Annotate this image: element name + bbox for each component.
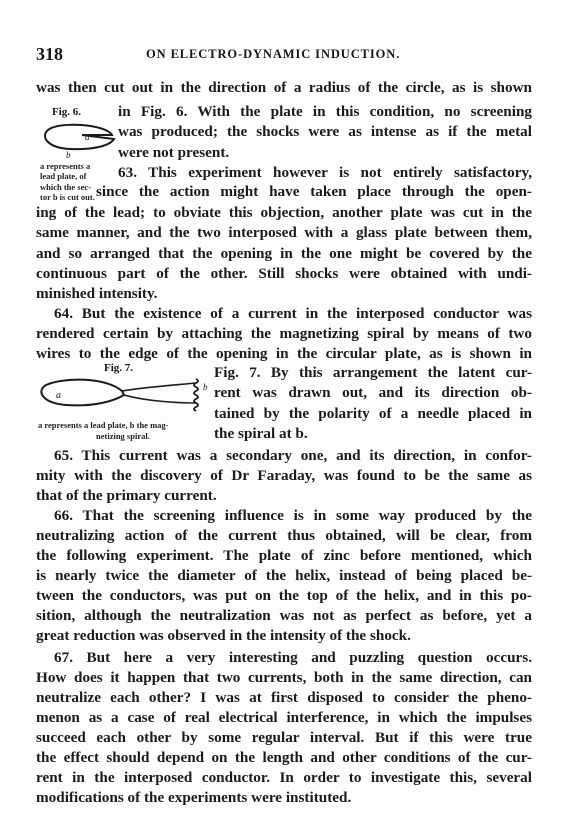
text-line: since the action might have taken place through the open-	[96, 183, 532, 200]
fig7-diagram	[36, 373, 212, 413]
fig6-note-line: tor b is cut out.	[40, 192, 95, 202]
text-line: was then cut out in the direction of a radius of the circle, as is shown	[36, 79, 532, 96]
text-line: 66. That the screening influence is in some way produced by the	[54, 507, 532, 524]
fig6-label-a: a	[85, 132, 90, 142]
text-line: neutralize each other? I was at first disposed to consider the pheno-	[36, 689, 532, 706]
fig6-note-line: which the sec-	[40, 182, 91, 192]
text-line: were not present.	[118, 144, 230, 161]
text-line: modifications of the experiments were instituted.	[36, 789, 352, 806]
fig7-spiral	[194, 379, 198, 411]
text-line: ing of the lead; to obviate this objection, another plate was cut in the	[36, 204, 532, 221]
text-line: and so arranged that the opening in the one might be covered by the	[36, 245, 532, 262]
text-line: neutralizing action of the current thus obtained, will be clear, from	[36, 527, 532, 544]
fig7-note-line: a represents a lead plate, b the mag-	[38, 420, 169, 430]
page-number: 318	[36, 44, 63, 64]
text-line: How does it happen that two currents, both in the same direction, can	[36, 669, 532, 686]
text-line: the effect should depend on the length and other conditions of the cur-	[36, 749, 532, 766]
fig6-note-line: a represents a	[40, 161, 91, 171]
text-line: 63. This experiment however is not entirely satisfactory,	[118, 164, 532, 181]
text-line: was produced; the shocks were as intense as if the metal	[118, 123, 532, 140]
text-line: in Fig. 6. With the plate in this condition, no screening	[118, 103, 532, 120]
text-line: the following experiment. The plate of zinc before mentioned, which	[36, 547, 532, 564]
text-line: mity with the discovery of Dr Faraday, was found to be the same as	[36, 467, 532, 484]
text-line: wires to the edge of the opening in the circular plate, as is shown in	[36, 345, 532, 362]
text-line: 64. But the existence of a current in the interposed conductor was	[54, 305, 532, 322]
fig7-wires	[122, 383, 196, 403]
text-line: same manner, and the two interposed with a glass plate between them,	[36, 224, 532, 241]
text-line: 67. But here a very interesting and puzzling question occurs.	[54, 649, 532, 666]
fig7-label-b: b	[203, 382, 208, 392]
text-line: that of the primary current.	[36, 487, 217, 504]
fig7-caption: Fig. 7.	[104, 362, 134, 374]
fig6-label-b: b	[66, 150, 71, 160]
text-line: continuous part of the other. Still shocks were obtained with undi-	[36, 265, 532, 282]
text-line: tained by the polarity of a needle placed in	[214, 405, 532, 422]
text-line: tween the conductors, was put on the top of the helix, and in this po-	[36, 587, 532, 604]
text-line: sition, although the neutralization was not as perfect as before, yet a	[36, 607, 532, 624]
fig6-plate-outline	[45, 125, 114, 149]
text-line: 65. This current was a secondary one, and its direction, in confor-	[54, 447, 532, 464]
text-line: rent in the interposed conductor. In order to investigate this, several	[36, 769, 532, 786]
fig6-caption: Fig. 6.	[52, 106, 82, 118]
fig6-diagram	[40, 122, 120, 158]
text-line: great reduction was observed in the intensity of the shock.	[36, 627, 411, 644]
text-line: is nearly twice the diameter of the helix, instead of being placed be-	[36, 567, 532, 584]
fig7-label-a: a	[56, 390, 61, 401]
page-header	[36, 44, 536, 66]
text-line: menon as a case of real electrical interference, in which the impulses	[36, 709, 532, 726]
fig7-plate-outline	[41, 380, 124, 406]
text-line: minished intensity.	[36, 285, 158, 302]
text-line: Fig. 7. By this arrangement the latent cur-	[214, 364, 532, 381]
text-line: the spiral at b.	[214, 425, 308, 442]
fig7-note-line: netizing spiral.	[96, 431, 150, 441]
text-line: succeed each other by some regular interval. But if this were true	[36, 729, 532, 746]
text-line: rent was drawn out, and its direction ob-	[214, 384, 532, 401]
running-title: ON ELECTRO-DYNAMIC INDUCTION.	[146, 47, 401, 61]
fig6-note-line: lead plate, of	[40, 171, 87, 181]
text-line: rendered certain by attaching the magnetizing spiral by means of two	[36, 325, 532, 342]
